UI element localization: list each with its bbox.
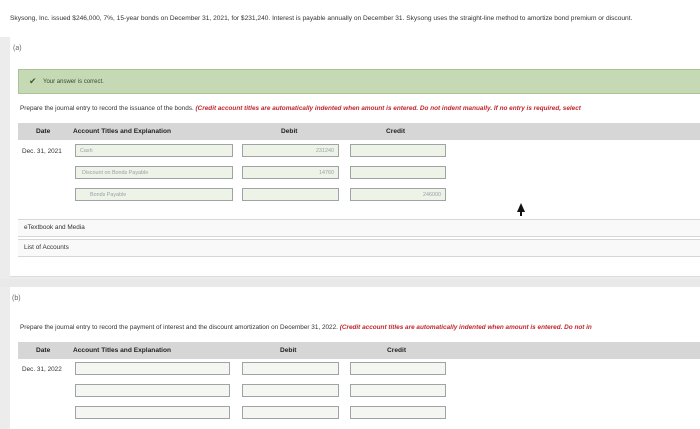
credit-field[interactable]: 246000 bbox=[350, 188, 446, 201]
credit-field[interactable] bbox=[350, 406, 446, 419]
header-date: Date bbox=[36, 128, 51, 135]
part-b-panel bbox=[0, 287, 700, 429]
debit-field[interactable] bbox=[242, 384, 339, 397]
credit-field[interactable] bbox=[350, 144, 446, 157]
account-field[interactable]: Cash bbox=[75, 144, 233, 157]
debit-field[interactable]: 231240 bbox=[242, 144, 339, 157]
instruction-note: (Credit account titles are automatically indented when amount is entered. Do not indent manually. If no entry is required, select bbox=[195, 105, 581, 112]
row-date: Dec. 31, 2021 bbox=[22, 148, 62, 155]
account-field[interactable]: Bonds Payable bbox=[75, 188, 233, 201]
mouse-cursor-icon bbox=[517, 203, 525, 212]
header-date: Date bbox=[36, 347, 51, 354]
instruction-text: Prepare the journal entry to record the issuance of the bonds. bbox=[20, 105, 196, 112]
instruction-note: (Credit account titles are automatically indented when amount is entered. Do not in bbox=[339, 324, 592, 331]
debit-field[interactable] bbox=[242, 406, 339, 419]
etextbook-link[interactable]: eTextbook and Media bbox=[24, 224, 85, 231]
part-a-panel bbox=[0, 37, 700, 279]
problem-statement bbox=[0, 0, 700, 37]
header-credit: Credit bbox=[386, 128, 406, 135]
banner-text: Your answer is correct. bbox=[43, 79, 104, 85]
account-field[interactable] bbox=[75, 384, 230, 397]
header-credit: Credit bbox=[387, 347, 407, 354]
debit-field[interactable] bbox=[242, 188, 339, 201]
part-a-label: (a) bbox=[13, 45, 22, 52]
row-date: Dec. 31, 2022 bbox=[22, 366, 62, 373]
list-accounts-bar bbox=[18, 239, 700, 257]
account-field[interactable] bbox=[75, 362, 230, 375]
header-account: Account Titles and Explanation bbox=[73, 347, 172, 354]
header-debit: Debit bbox=[281, 128, 298, 135]
instruction-text: Prepare the journal entry to record the payment of interest and the discount amortization on December 31, 2022. bbox=[20, 324, 340, 331]
account-field[interactable]: Discount on Bonds Payable bbox=[75, 166, 233, 179]
table-row bbox=[0, 406, 700, 423]
list-of-accounts-link[interactable]: List of Accounts bbox=[24, 244, 69, 251]
debit-field[interactable]: 14760 bbox=[242, 166, 339, 179]
table-row bbox=[0, 188, 700, 205]
correct-answer-banner bbox=[18, 69, 700, 94]
credit-field[interactable] bbox=[350, 384, 446, 397]
account-field[interactable] bbox=[75, 406, 230, 419]
credit-field[interactable] bbox=[350, 362, 446, 375]
part-b-instructions bbox=[20, 324, 592, 331]
header-account: Account Titles and Explanation bbox=[73, 128, 172, 135]
part-a-table-header bbox=[18, 123, 700, 140]
credit-field[interactable] bbox=[350, 166, 446, 179]
part-b-table-header bbox=[18, 342, 700, 359]
part-b-label: (b) bbox=[12, 295, 21, 302]
table-row bbox=[0, 362, 700, 379]
table-row bbox=[0, 144, 700, 161]
problem-text: Skysong, Inc. issued $246,000, 7%, 15-year bonds on December 31, 2021, for $231,240. Interest is payable annually on December 31. Skysong uses the straight-line method to amortize bond premium or discount. bbox=[10, 15, 633, 22]
part-a-instructions bbox=[20, 105, 581, 112]
debit-field[interactable] bbox=[242, 362, 339, 375]
header-debit: Debit bbox=[280, 347, 297, 354]
etextbook-bar bbox=[18, 219, 700, 237]
table-row bbox=[0, 384, 700, 401]
checkmark-icon: ✔ bbox=[29, 76, 37, 86]
table-row bbox=[0, 166, 700, 183]
